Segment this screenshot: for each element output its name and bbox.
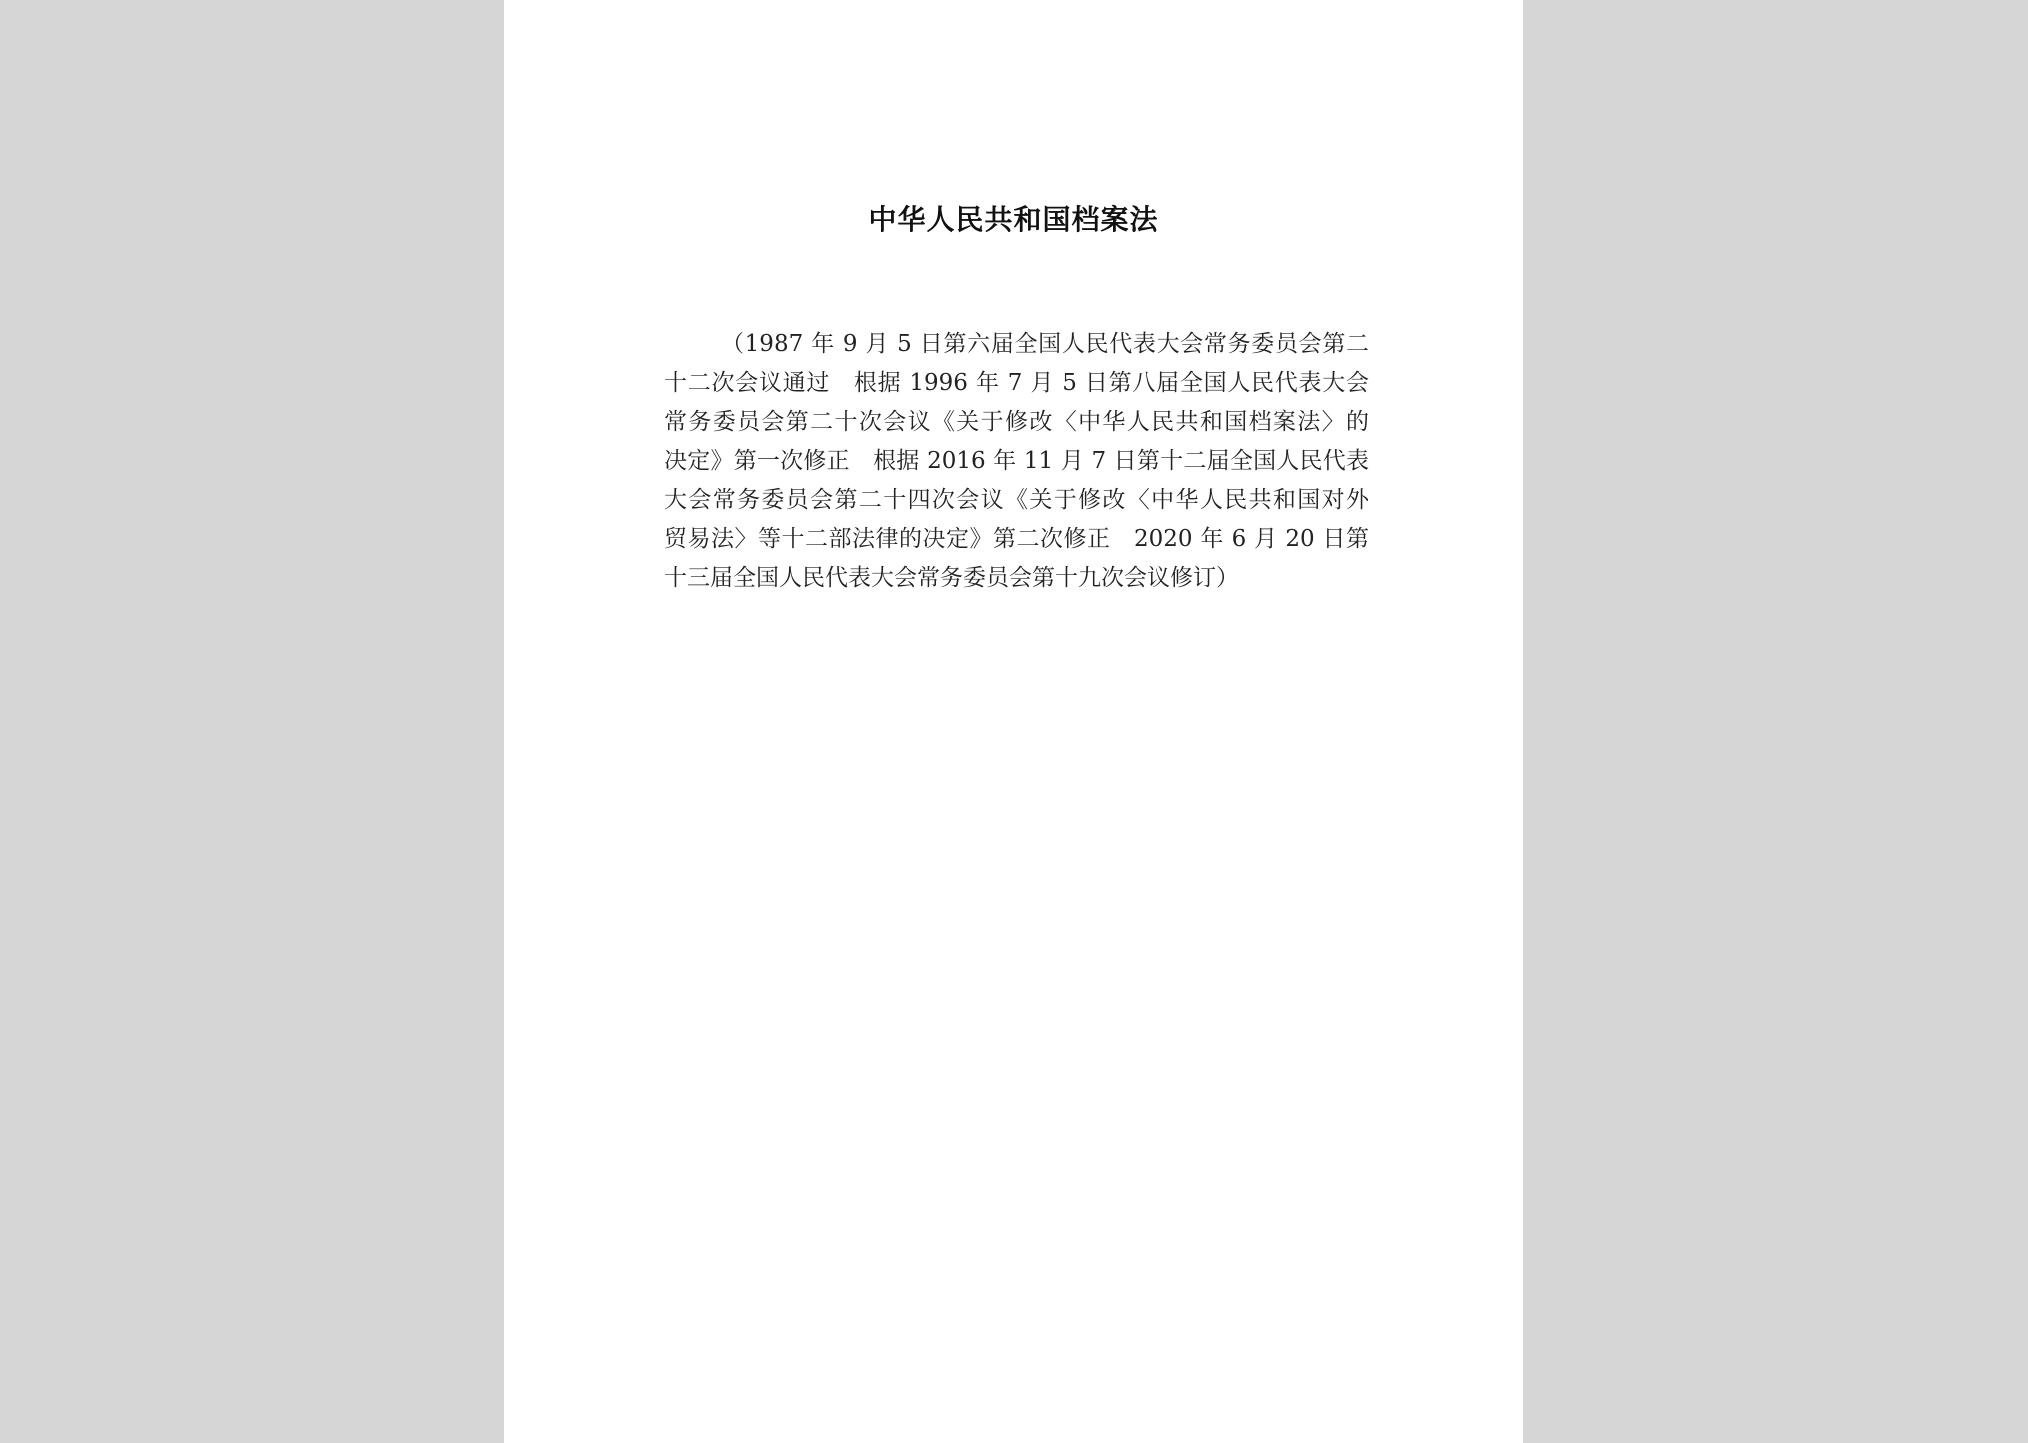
enactment-history-paragraph — [664, 325, 1369, 598]
preamble-line: 决定》第一次修正 根据 2016 年 11 月 7 日第十二届全国人民代表 — [664, 448, 1369, 474]
preamble-line: 大会常务委员会第二十四次会议《关于修改〈中华人民共和国对外 — [664, 487, 1369, 513]
preamble-line: 十三届全国人民代表大会常务委员会第十九次会议修订） — [664, 565, 1239, 591]
preamble-line: 贸易法〉等十二部法律的决定》第二次修正 2020 年 6 月 20 日第 — [664, 526, 1369, 552]
preamble-line: 十二次会议通过 根据 1996 年 7 月 5 日第八届全国人民代表大会 — [664, 370, 1369, 396]
preamble-line: （1987 年 9 月 5 日第六届全国人民代表大会常务委员会第二 — [721, 331, 1369, 357]
preamble-line: 常务委员会第二十次会议《关于修改〈中华人民共和国档案法〉的 — [664, 409, 1369, 435]
document-page — [504, 0, 1523, 1443]
document-title: 中华人民共和国档案法 — [868, 203, 1159, 236]
